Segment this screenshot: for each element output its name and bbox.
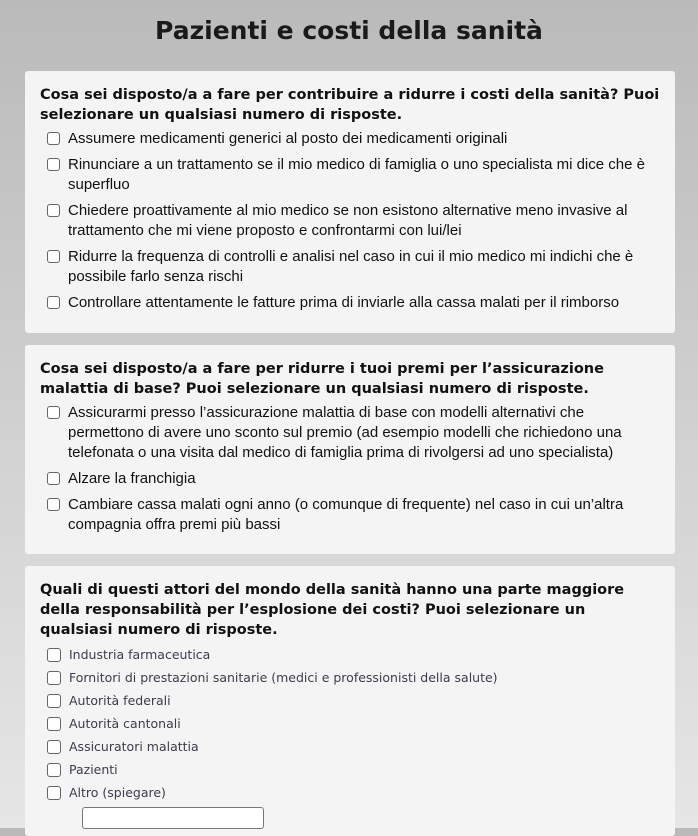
- option-q1-2[interactable]: [47, 201, 660, 241]
- checkbox[interactable]: [47, 740, 61, 754]
- checkbox[interactable]: [47, 296, 60, 309]
- question-text: Quali di questi attori del mondo della sanità hanno una parte maggiore della responsabilità per l’esplosione dei costi? Puoi selezionare un qualsiasi numero di risposte.: [40, 582, 625, 638]
- option-q2-0[interactable]: [47, 403, 660, 463]
- option-label: Cambiare cassa malati ogni anno (o comunque di frequente) nel caso in cui un’altra compagnia offra premi più bassi: [68, 496, 624, 533]
- option-label: Rinunciare a un trattamento se il mio medico di famiglia o uno specialista mi dice che è superfluo: [68, 156, 645, 193]
- page-title: Pazienti e costi della sanità: [155, 16, 543, 45]
- checkbox[interactable]: [47, 786, 61, 800]
- option-q3-5[interactable]: [47, 761, 660, 779]
- option-label: Pazienti: [69, 762, 118, 777]
- question-text: Cosa sei disposto/a a fare per contribuire a ridurre i costi della sanità? Puoi selezionare un qualsiasi numero di risposte.: [40, 87, 660, 123]
- option-q1-1[interactable]: [47, 155, 660, 195]
- option-q1-3[interactable]: [47, 247, 660, 287]
- checkbox[interactable]: [47, 671, 61, 685]
- option-label: Assicurarmi presso l’assicurazione malattia di base con modelli alternativi che permettono di avere uno sconto sul premio (ad esempio modelli che richiedono una telefonata o una visita dal medico di famiglia prima di rivolgersi ad uno specialista): [68, 404, 622, 461]
- question-card-1: [25, 71, 675, 333]
- option-label: Ridurre la frequenza di controlli e analisi nel caso in cui il mio medico mi indichi che è possibile farlo senza rischi: [68, 248, 634, 285]
- option-label: Autorità federali: [69, 693, 171, 708]
- option-q3-6[interactable]: [47, 784, 660, 802]
- checkbox[interactable]: [47, 763, 61, 777]
- option-q1-4[interactable]: [47, 293, 660, 313]
- option-q3-0[interactable]: [47, 646, 660, 664]
- option-label: Assumere medicamenti generici al posto dei medicamenti originali: [68, 130, 508, 147]
- option-label: Assicuratori malattia: [69, 739, 199, 754]
- checkbox[interactable]: [47, 406, 60, 419]
- option-q2-2[interactable]: [47, 495, 660, 535]
- checkbox[interactable]: [47, 472, 60, 485]
- checkbox[interactable]: [47, 717, 61, 731]
- checkbox[interactable]: [47, 204, 60, 217]
- option-label: Controllare attentamente le fatture prima di inviarle alla cassa malati per il rimborso: [68, 294, 620, 311]
- option-label: Autorità cantonali: [69, 716, 181, 731]
- checkbox[interactable]: [47, 648, 61, 662]
- option-label: Chiedere proattivamente al mio medico se non esistono alternative meno invasive al trattamento che mi viene proposto e confrontarmi con lui/lei: [68, 202, 628, 239]
- other-explain-input[interactable]: [82, 807, 264, 829]
- option-q3-2[interactable]: [47, 692, 660, 710]
- checkbox[interactable]: [47, 132, 60, 145]
- option-q3-3[interactable]: [47, 715, 660, 733]
- option-label: Altro (spiegare): [69, 785, 166, 800]
- option-q3-1[interactable]: [47, 669, 660, 687]
- option-label: Alzare la franchigia: [68, 470, 196, 487]
- option-label: Fornitori di prestazioni sanitarie (medici e professionisti della salute): [69, 670, 498, 685]
- checkbox[interactable]: [47, 498, 60, 511]
- option-q2-1[interactable]: [47, 469, 660, 489]
- checkbox[interactable]: [47, 250, 60, 263]
- question-card-3: [25, 566, 675, 836]
- question-card-2: [25, 345, 675, 554]
- question-text: Cosa sei disposto/a a fare per ridurre i tuoi premi per l’assicurazione malattia di base? Puoi selezionare un qualsiasi numero di risposte.: [40, 361, 604, 397]
- option-q1-0[interactable]: [47, 129, 660, 149]
- checkbox[interactable]: [47, 158, 60, 171]
- checkbox[interactable]: [47, 694, 61, 708]
- option-label: Industria farmaceutica: [69, 647, 211, 662]
- option-q3-4[interactable]: [47, 738, 660, 756]
